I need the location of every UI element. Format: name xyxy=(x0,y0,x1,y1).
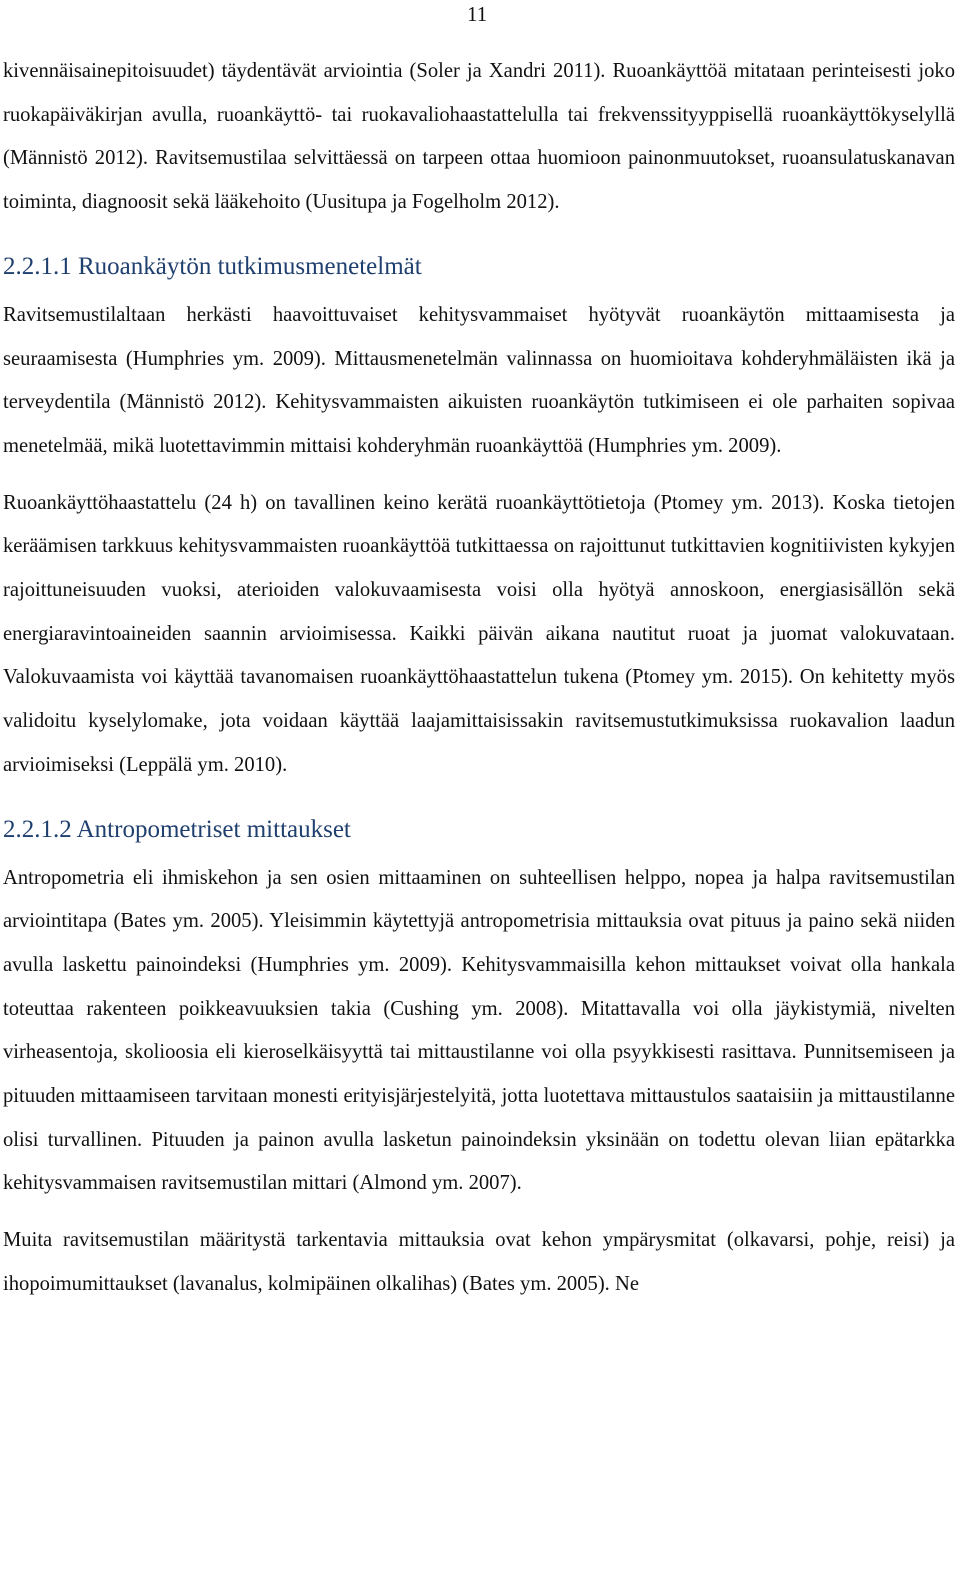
document-body xyxy=(3,50,955,1307)
page-number: 11 xyxy=(467,2,488,26)
paragraph-other-measurements: Muita ravitsemustilan määritystä tarkentavia mittauksia ovat kehon ympärysmitat (olkavarsi, pohje, reisi) ja ihopoimumittaukset (lavanalus, kolmipäinen olkalihas) (Bates ym. 2005). Ne xyxy=(3,1229,955,1295)
paragraph-anthropometry: Antropometria eli ihmiskehon ja sen osien mittaaminen on suhteellisen helppo, nopea ja halpa ravitsemustilan arviointitapa (Bates ym. 2005). Yleisimmin käytettyjä antropometrisia mittauksia ovat pituus ja paino sekä niiden avulla laskettu painoindeksi (Humphries ym. 2009). Kehitysvammaisilla kehon mittaukset voivat olla hankala toteuttaa rakenteen poikkeavuuksien takia (Cushing ym. 2008). Mitattavalla voi olla jäykistymiä, nivelten virheasentoja, skolioosia eli kieroselkäisyyttä tai mittaustilanne voi olla psyykkisesti rasittava. Punnitsemiseen ja pituuden mittaamiseen tarvitaan monesti erityisjärjestelyitä, jotta luotettava mittaustulos saataisiin ja mittaustilanne olisi turvallinen. Pituuden ja painon avulla lasketun painoindeksin yksinään on todettu olevan liian epätarkka kehitysvammaisen ravitsemustilan mittari (Almond ym. 2007). xyxy=(3,866,955,1195)
paragraph-intro: kivennäisainepitoisuudet) täydentävät arviointia (Soler ja Xandri 2011). Ruoankäyttöä mitataan perinteisesti joko ruokapäiväkirjan avulla, ruoankäyttö- tai ruokavaliohaastattelulla tai frekvenssityyppisellä ruoankäyttökyselyllä (Männistö 2012). Ravitsemustilaa selvittäessä on tarpeen ottaa huomioon painonmuutokset, ruoansulatuskanavan toiminta, diagnoosit sekä lääkehoito (Uusitupa ja Fogelholm 2012). xyxy=(3,60,955,214)
paragraph-food-intake-interview: Ruoankäyttöhaastattelu (24 h) on tavallinen keino kerätä ruoankäyttötietoja (Ptomey ym. 2013). Koska tietojen keräämisen tarkkuus kehitysvammaisten ruoankäyttöä tutkittaessa on rajoittunut tutkittavien kognitiivisten kykyjen rajoittuneisuuden vuoksi, aterioiden valokuvaamisesta voisi olla hyötyä annoskoon, energiasisällön sekä energiaravintoaineiden saannin arvioimisessa. Kaikki päivän aikana nautitut ruoat ja juomat valokuvataan. Valokuvaamista voi käyttää tavanomaisen ruoankäyttöhaastattelun tukena (Ptomey ym. 2015). On kehitetty myös validoitu kyselylomake, jota voidaan käyttää laajamittaisissakin ravitsemustutkimuksissa ruokavalion laadun arvioimiseksi (Leppälä ym. 2010). xyxy=(3,491,955,776)
section-heading-food-intake-methods: 2.2.1.1 Ruoankäytön tutkimusmenetelmät xyxy=(3,252,422,280)
section-heading-anthropometric: 2.2.1.2 Antropometriset mittaukset xyxy=(3,815,351,843)
paragraph-food-intake-measurement: Ravitsemustilaltaan herkästi haavoittuvaiset kehitysvammaiset hyötyvät ruoankäytön mittaamisesta ja seuraamisesta (Humphries ym. 2009). Mittausmenetelmän valinnassa on huomioitava kohderyhmäläisten ikä ja terveydentila (Männistö 2012). Kehitysvammaisten aikuisten ruoankäytön tutkimiseen ei ole parhaiten sopivaa menetelmää, mikä luotettavimmin mittaisi kohderyhmän ruoankäyttöä (Humphries ym. 2009). xyxy=(3,303,955,457)
